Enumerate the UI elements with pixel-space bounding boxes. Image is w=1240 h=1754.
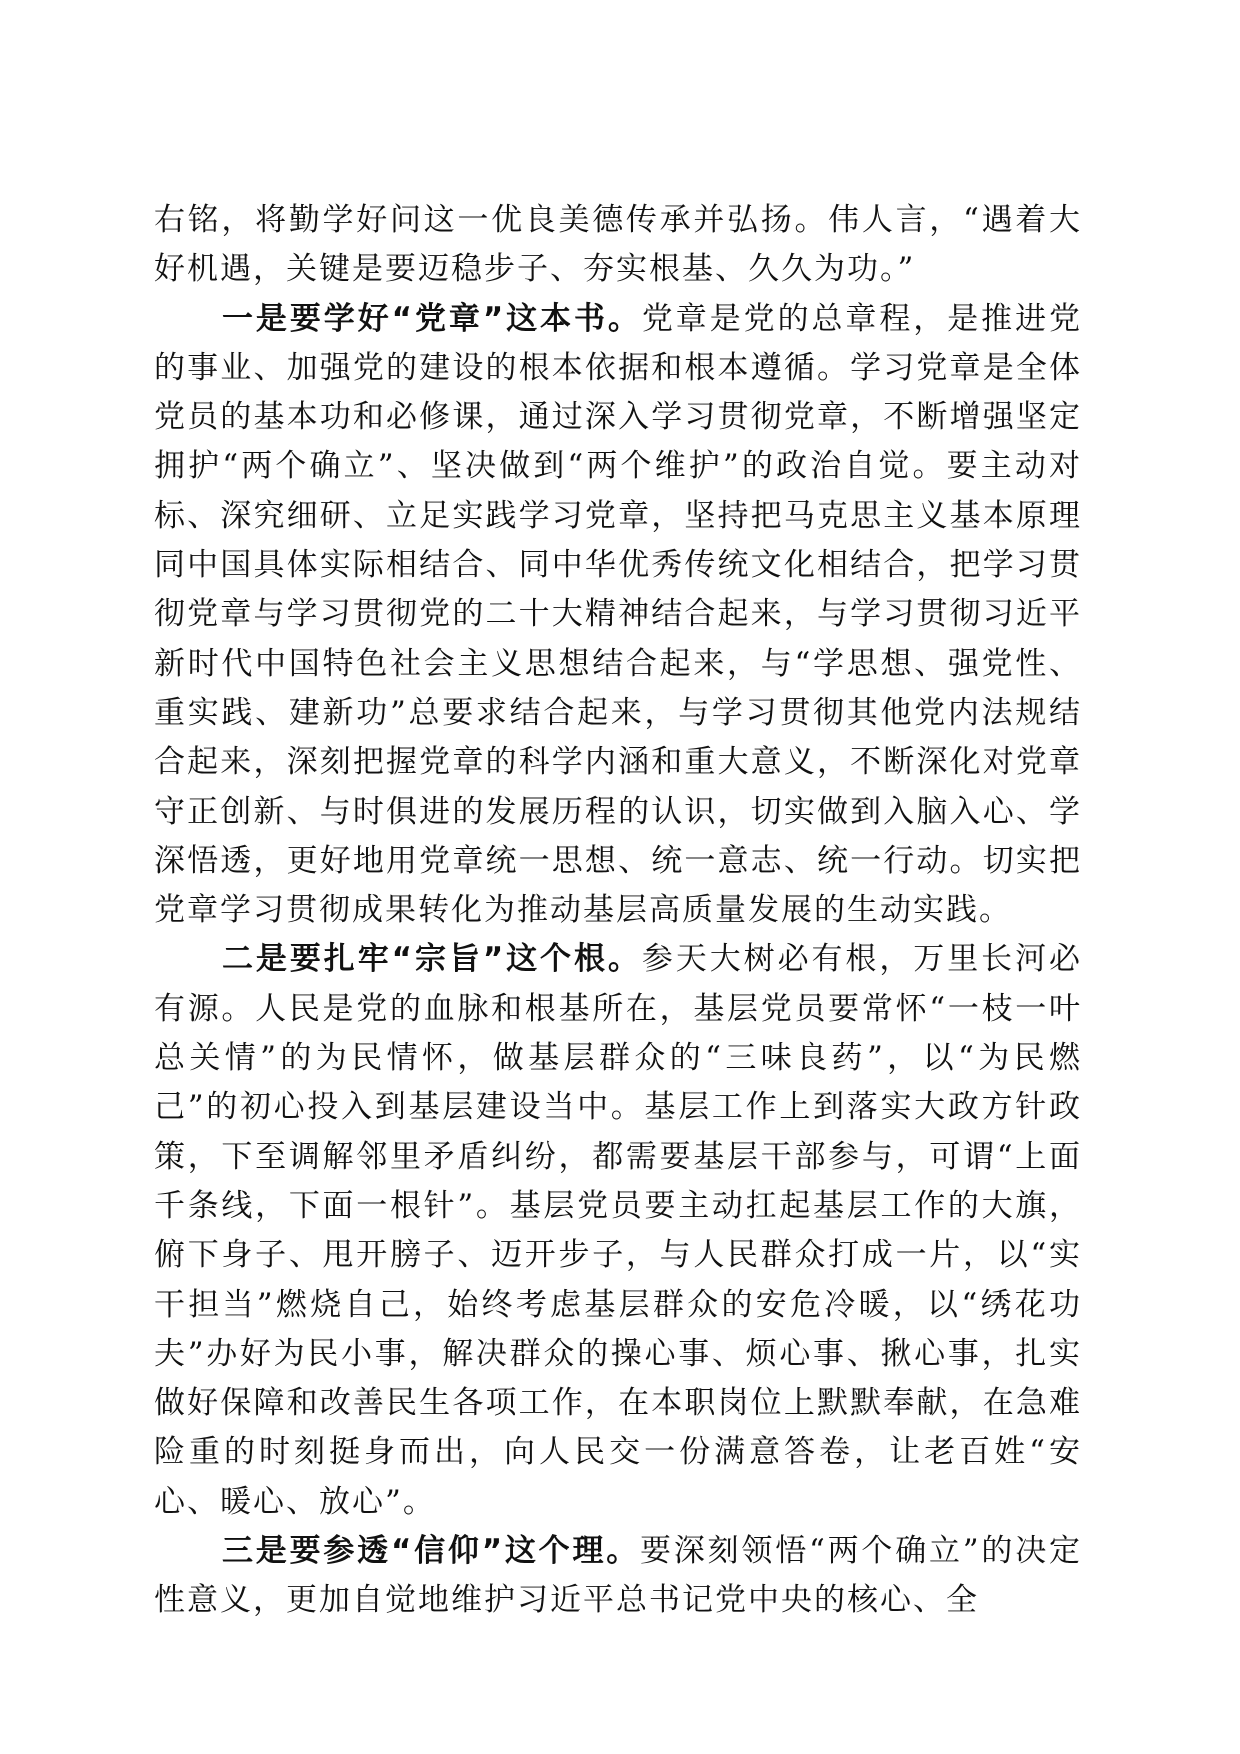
paragraph-party-constitution	[154, 295, 1082, 936]
paragraph-purpose	[154, 935, 1082, 1527]
paragraph-belief	[154, 1527, 1082, 1626]
paragraph-text: 参天大树必有根，万里长河必有源。人民是党的血脉和根基所在，基层党员要常怀“一枝一叶总关情”的为民情怀，做基层群众的“三味良药”，以“为民燃己”的初心投入到基层建设当中。基层工作上到落实大政方针政策，下至调解邻里矛盾纠纷，都需要基层干部参与，可谓“上面千条线，下面一根针”。基层党员要主动扛起基层工作的大旗，俯下身子、甩开膀子、迈开步子，与人民群众打成一片，以“实干担当”燃烧自己，始终考虑基层群众的安危冷暖，以“绣花功夫”办好为民小事，解决群众的操心事、烦心事、揪心事，扎实做好保障和改善民生各项工作，在本职岗位上默默奉献，在急难险重的时刻挺身而出，向人民交一份满意答卷，让老百姓“安心、暖心、放心”。	[154, 941, 1083, 1520]
paragraph-intro-continuation	[154, 196, 1082, 295]
paragraph-text: 要深刻领悟“两个确立”的决定性意义，更加自觉地维护习近平总书记党中央的核心、全	[154, 1533, 1082, 1619]
paragraph-text: 右铭，将勤学好问这一优良美德传承并弘扬。伟人言，“遇着大好机遇，关键是要迈稳步子、夯实根基、久久为功。”	[154, 202, 1082, 288]
paragraph-lead: 二是要扎牢“宗旨”这个根。	[222, 941, 642, 978]
paragraph-lead: 一是要学好“党章”这本书。	[222, 300, 642, 337]
document-body	[154, 196, 1082, 1626]
paragraph-text: 党章是党的总章程，是推进党的事业、加强党的建设的根本依据和根本遵循。学习党章是全体党员的基本功和必修课，通过深入学习贯彻党章，不断增强坚定拥护“两个确立”、坚决做到“两个维护”的政治自觉。要主动对标、深究细研、立足实践学习党章，坚持把马克思主义基本原理同中国具体实际相结合、同中华优秀传统文化相结合，把学习贯彻党章与学习贯彻党的二十大精神结合起来，与学习贯彻习近平新时代中国特色社会主义思想结合起来，与“学思想、强党性、重实践、建新功”总要求结合起来，与学习贯彻其他党内法规结合起来，深刻把握党章的科学内涵和重大意义，不断深化对党章守正创新、与时俱进的发展历程的认识，切实做到入脑入心、学深悟透，更好地用党章统一思想、统一意志、统一行动。切实把党章学习贯彻成果转化为推动基层高质量发展的生动实践。	[154, 300, 1083, 929]
paragraph-lead: 三是要参透“信仰”这个理。	[222, 1533, 641, 1570]
